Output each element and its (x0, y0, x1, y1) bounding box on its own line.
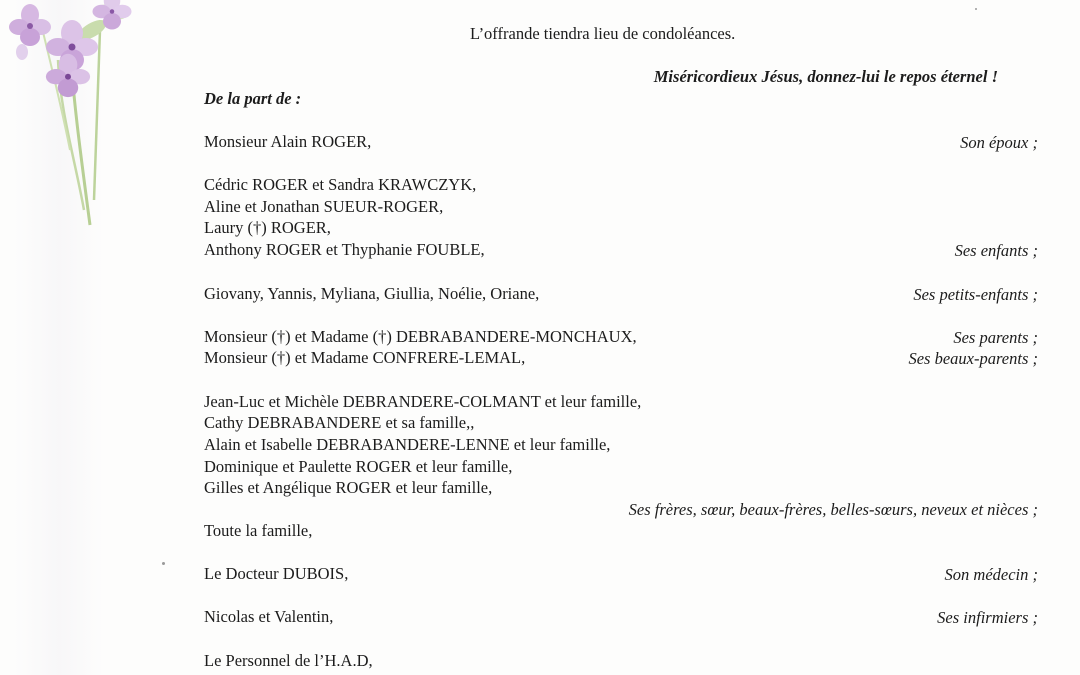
entry-line: Le Docteur DUBOIS, (204, 564, 349, 583)
entry-line: Jean-Luc et Michèle DEBRANDERE-COLMANT et leur famille, (204, 392, 642, 411)
relation-label: Ses beaux-parents ; (908, 349, 1038, 368)
relation-label: Ses petits-enfants ; (913, 285, 1038, 304)
relation-label: Ses infirmiers ; (937, 608, 1038, 627)
entry-line: Laury (†) ROGER, (204, 218, 331, 237)
paper-speck (975, 8, 977, 10)
entry-line: Cathy DEBRABANDERE et sa famille,, (204, 413, 475, 432)
prayer-text: Miséricordieux Jésus, donnez-lui le repos éternel ! (653, 67, 998, 86)
entry-line: Toute la famille, (204, 521, 313, 540)
relation-label: Son médecin ; (944, 565, 1038, 584)
entry-line: Alain et Isabelle DEBRABANDERE-LENNE et leur famille, (204, 435, 611, 454)
entry-line: Cédric ROGER et Sandra KRAWCZYK, (204, 175, 477, 194)
offering-note: L’offrande tiendra lieu de condoléances. (470, 24, 736, 43)
violet-flower-icon (0, 0, 140, 230)
relation-label: Ses frères, sœur, beaux-frères, belles-sœurs, neveux et nièces ; (628, 500, 1038, 519)
entry-line: Monsieur Alain ROGER, (204, 132, 372, 151)
entry-line: Anthony ROGER et Thyphanie FOUBLE, (204, 240, 485, 259)
relation-label: Ses enfants ; (954, 241, 1038, 260)
entry-line: Aline et Jonathan SUEUR-ROGER, (204, 197, 444, 216)
relation-label: Son époux ; (960, 133, 1038, 152)
relation-label: Ses parents ; (953, 328, 1038, 347)
paper-speck (162, 562, 165, 565)
entry-line: Gilles et Angélique ROGER et leur famille, (204, 478, 493, 497)
entry-line: Nicolas et Valentin, (204, 607, 334, 626)
from-label: De la part de : (204, 89, 302, 108)
entry-line: Le Personnel de l’H.A.D, (204, 651, 373, 670)
entry-line: Monsieur (†) et Madame CONFRERE-LEMAL, (204, 348, 526, 367)
entry-line: Dominique et Paulette ROGER et leur famille, (204, 457, 513, 476)
entry-line: Giovany, Yannis, Myliana, Giullia, Noélie, Oriane, (204, 284, 540, 303)
entry-line: Monsieur (†) et Madame (†) DEBRABANDERE-MONCHAUX, (204, 327, 637, 346)
